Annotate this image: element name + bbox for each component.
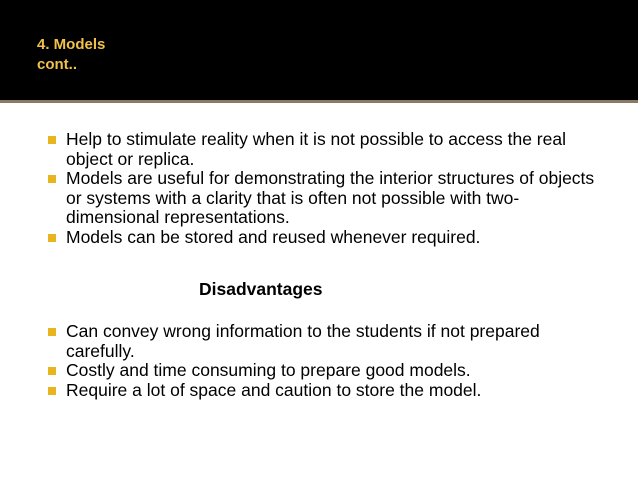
square-bullet-icon	[48, 136, 56, 144]
disadvantages-heading: Disadvantages	[199, 279, 323, 299]
list-item	[48, 169, 608, 228]
slide-title: 4. Models cont..	[37, 36, 106, 73]
list-item-text: Models are useful for demonstrating the interior structures of objects or systems with a clarity that is often not possible with two-dimensional representations.	[66, 168, 595, 227]
list-item	[48, 130, 608, 169]
list-item	[48, 228, 608, 248]
list-item-text: Help to stimulate reality when it is not possible to access the real object or replica.	[66, 129, 566, 169]
list-item-text: Costly and time consuming to prepare good models.	[66, 360, 471, 380]
list-item	[48, 381, 608, 401]
advantages-list	[48, 130, 608, 247]
list-item-text: Require a lot of space and caution to store the model.	[66, 379, 482, 400]
title-divider	[0, 100, 638, 103]
square-bullet-icon	[48, 387, 56, 395]
list-item-text: Can convey wrong information to the students if not prepared carefully.	[66, 321, 540, 361]
disadvantages-list	[48, 322, 608, 400]
square-bullet-icon	[48, 175, 56, 183]
list-item	[48, 361, 608, 381]
square-bullet-icon	[48, 367, 56, 375]
list-item-text: Models can be stored and reused whenever required.	[66, 226, 481, 247]
list-item	[48, 322, 608, 361]
square-bullet-icon	[48, 328, 56, 336]
square-bullet-icon	[48, 234, 56, 242]
